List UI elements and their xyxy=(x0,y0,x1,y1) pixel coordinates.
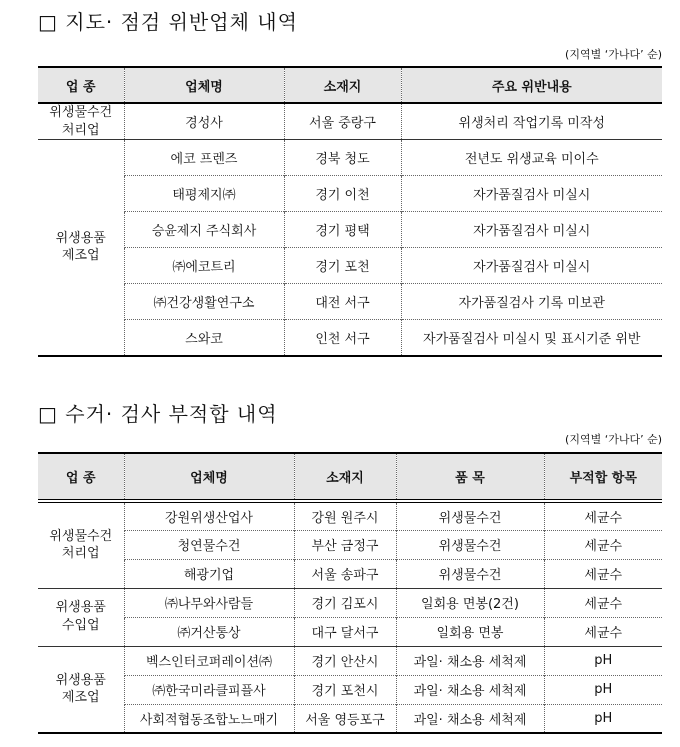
name-cell: ㈜거산통상 xyxy=(124,617,294,646)
column-header: 업체명 xyxy=(124,453,294,501)
table-row xyxy=(38,617,662,646)
violation-cell: 자가품질검사 미실시 xyxy=(401,212,662,248)
location-cell: 경기 평택 xyxy=(284,212,401,248)
column-header: 소재지 xyxy=(284,67,401,103)
location-cell: 경기 포천시 xyxy=(294,675,396,704)
section2-title: □ 수거· 검사 부적합 내역 xyxy=(38,402,278,426)
column-header: 업체명 xyxy=(124,67,284,103)
location-cell: 경기 이천 xyxy=(284,176,401,212)
table-row xyxy=(38,320,662,356)
industry-cell: 위생물수건 처리업 xyxy=(49,105,113,138)
table-row xyxy=(38,248,662,284)
result-cell: 세균수 xyxy=(544,530,662,559)
table-row xyxy=(38,140,662,176)
item-cell: 위생물수건 xyxy=(396,501,544,530)
table-row xyxy=(38,501,662,530)
violation-cell: 자가품질검사 미실시 xyxy=(401,176,662,212)
industry-cell: 위생용품 제조업 xyxy=(55,230,106,264)
name-cell: ㈜나무와사람들 xyxy=(124,588,294,617)
nonconformance-table xyxy=(38,452,662,734)
item-cell: 과일· 채소용 세척제 xyxy=(396,646,544,675)
table-row xyxy=(38,559,662,588)
section2-sort-note: (지역별 ‘가나다’ 순) xyxy=(565,433,662,446)
name-cell: 벡스인터코퍼레이션㈜ xyxy=(124,646,294,675)
result-cell: 세균수 xyxy=(544,501,662,530)
location-cell: 경기 안산시 xyxy=(294,646,396,675)
violation-cell: 자가품질검사 미실시 xyxy=(401,248,662,284)
name-cell: 강원위생산업사 xyxy=(124,501,294,530)
table-row xyxy=(38,176,662,212)
section1-title: □ 지도· 점검 위반업체 내역 xyxy=(38,10,298,34)
column-header: 업 종 xyxy=(38,67,124,103)
violations-table xyxy=(38,66,662,357)
result-cell: pH xyxy=(544,704,662,733)
location-cell: 인천 서구 xyxy=(284,320,401,356)
column-header: 품 목 xyxy=(396,453,544,501)
result-cell: 세균수 xyxy=(544,617,662,646)
item-cell: 위생물수건 xyxy=(396,530,544,559)
name-cell: 에코 프렌즈 xyxy=(124,140,284,176)
name-cell: 경성사 xyxy=(124,103,284,140)
result-cell: 세균수 xyxy=(544,559,662,588)
industry-cell: 위생물수건 처리업 xyxy=(49,528,113,562)
table-row xyxy=(38,212,662,248)
item-cell: 과일· 채소용 세척제 xyxy=(396,675,544,704)
table-row xyxy=(38,704,662,733)
location-cell: 대전 서구 xyxy=(284,284,401,320)
location-cell: 강원 원주시 xyxy=(294,501,396,530)
column-header: 주요 위반내용 xyxy=(401,67,662,103)
name-cell: 사회적협동조합노느매기 xyxy=(124,704,294,733)
column-header: 소재지 xyxy=(294,453,396,501)
location-cell: 경기 김포시 xyxy=(294,588,396,617)
item-cell: 과일· 채소용 세척제 xyxy=(396,704,544,733)
location-cell: 부산 금정구 xyxy=(294,530,396,559)
violation-cell: 위생처리 작업기록 미작성 xyxy=(401,103,662,140)
industry-cell: 위생용품 수입업 xyxy=(55,600,106,633)
location-cell: 서울 영등포구 xyxy=(294,704,396,733)
name-cell: 승윤제지 주식회사 xyxy=(124,212,284,248)
name-cell: ㈜건강생활연구소 xyxy=(124,284,284,320)
item-cell: 위생물수건 xyxy=(396,559,544,588)
table-row xyxy=(38,646,662,675)
table-row xyxy=(38,103,662,140)
name-cell: 청연물수건 xyxy=(124,530,294,559)
item-cell: 일회용 면봉(2건) xyxy=(396,588,544,617)
name-cell: 스와코 xyxy=(124,320,284,356)
location-cell: 서울 송파구 xyxy=(294,559,396,588)
location-cell: 대구 달서구 xyxy=(294,617,396,646)
name-cell: ㈜에코트리 xyxy=(124,248,284,284)
location-cell: 경기 포천 xyxy=(284,248,401,284)
column-header: 업 종 xyxy=(38,453,124,501)
name-cell: ㈜한국미라클피플사 xyxy=(124,675,294,704)
name-cell: 태평제지㈜ xyxy=(124,176,284,212)
table-row xyxy=(38,284,662,320)
table-row xyxy=(38,588,662,617)
violation-cell: 자가품질검사 기록 미보관 xyxy=(401,284,662,320)
location-cell: 경북 청도 xyxy=(284,140,401,176)
name-cell: 해광기업 xyxy=(124,559,294,588)
result-cell: pH xyxy=(544,646,662,675)
column-header: 부적합 항목 xyxy=(544,453,662,501)
result-cell: pH xyxy=(544,675,662,704)
item-cell: 일회용 면봉 xyxy=(396,617,544,646)
table-row xyxy=(38,530,662,559)
section1-sort-note: (지역별 ‘가나다’ 순) xyxy=(565,48,662,61)
location-cell: 서울 중랑구 xyxy=(284,103,401,140)
violations-header-row xyxy=(38,67,662,103)
violation-cell: 전년도 위생교육 미이수 xyxy=(401,140,662,176)
table-row xyxy=(38,675,662,704)
industry-cell: 위생용품 제조업 xyxy=(55,672,106,706)
violation-cell: 자가품질검사 미실시 및 표시기준 위반 xyxy=(401,320,662,356)
nonconformance-header-row xyxy=(38,453,662,501)
result-cell: 세균수 xyxy=(544,588,662,617)
